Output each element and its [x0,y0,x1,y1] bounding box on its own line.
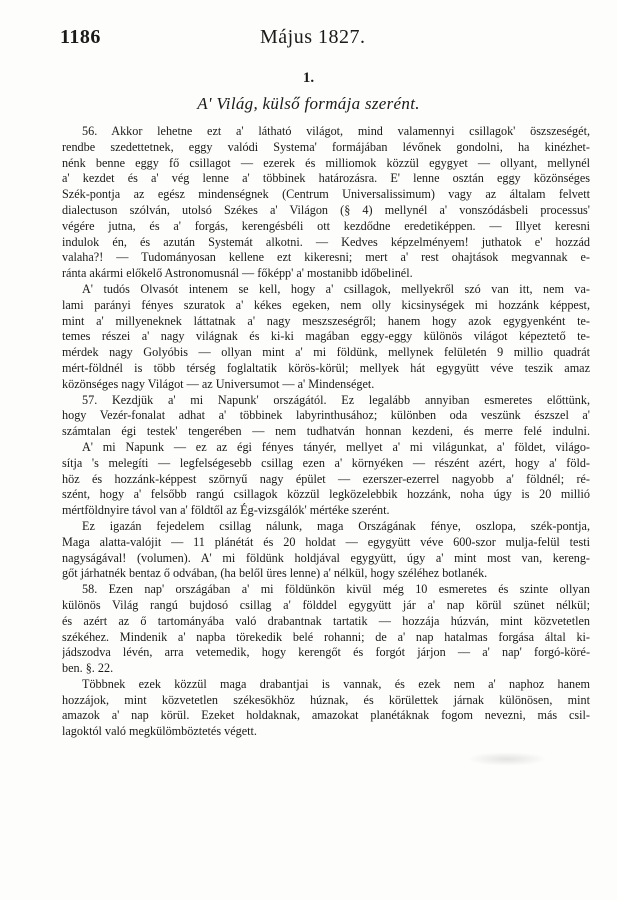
text-line: temes részei a' nagy világnak és ki-ki magában eggy-eggy különös világot képeztető te- [62,329,590,344]
body-text [62,124,590,740]
text-line: sítja 's melegíti — legfelségesebb csillag ezen a' környéken — részént azért, hogy a' föld- [62,455,590,470]
text-line: valaha?! — Tudományosan kellene ezt kikeresni; mert a' rest ohajtások megvannak e- [62,250,590,265]
text-line: a' kezdet és a' vég lenne a' többinek határozásra. E' lenne osztán eggy közönséges [62,171,590,186]
text-line: és azért az ő tartományába való drabantnak tartatik — hozzája húzván, mint közvetetlen [62,613,590,628]
page-header [60,26,580,56]
text-line: lami parányi fényes szuratok a' kékes egeken, nem olly kicsinységek mi hozzánk képpest, [62,297,590,312]
text-line: jádszodva lévén, arra vetemedik, hogy kerengőt és forgót járjon — a' nap' forgó-köré- [62,645,590,660]
text-line: Többnek ezek közzül maga drabantjai is vannak, és ezek nem a' naphoz hanem [82,676,590,691]
section-number: 1. [302,70,315,86]
text-line: számtalan égi testek' tengerében — nem tudhatván honnan kezdeni, és merre felé indulni. [62,424,590,439]
text-line: 58. Ezen nap' országában a' mi földünkön kivül még 10 esmeretes és szinte ollyan [82,582,590,597]
text-line: amazok a' nap körül. Ezeket holdaknak, amazokat planétáknak fogom nevezni, más csil- [62,708,590,723]
page-number: 1186 [60,26,101,48]
ink-smudge [467,752,547,766]
text-line: hogy Vezér-fonalat adhat a' többinek labyrinthusához; különben oda veszünk észszel a' [62,408,590,423]
text-line: végére jutna, és a' forgás, kerengésbéli ott kezdődne eredetiképpen. — Illyet keresni [62,218,590,233]
running-head: Május 1827. [260,26,366,48]
text-line: A' mi Napunk — ez az égi fényes tányér, mellyet a' mi világunkat, a' földet, világo- [82,439,590,454]
text-line: székéhez. Mindenik a' napba törekedik belé rohanni; de a' nap hatalmas forgása által ki- [62,629,590,644]
text-line: 57. Kezdjük a' mi Napunk' országától. Ez legalább annyiban esmeretes előttünk, [82,392,590,407]
text-line: ben. §. 22. [62,661,114,676]
text-line: Maga alatta-valójit — 11 plánétát és 20 holdat — egygyütt véve 600-szor mulja-felül testi [62,534,590,549]
text-line: A' tudós Olvasót intenem se kell, hogy a' csillagok, mellyekről szó van itt, nem va- [82,281,590,296]
text-line: Szék-pontja az egész mindenségnek (Centrum Universalissimum) vagy az általam felvett [62,187,590,202]
section-title: A' Világ, külső formája szerént. [197,94,420,113]
text-line: nagyságával! (volumen). A' mi földünk holdjával egygyütt, úgy a' mint most van, kereng- [62,550,590,565]
text-line: indulok én, és azután Systemát alkotni. — Kedves képzelményem! juthatok e' hozzád [62,234,590,249]
text-line: közönséges nagy Világot — az Universumot — a' Mindenséget. [62,376,375,391]
text-line: Ez igazán fejedelem csillag nálunk, maga Országának fénye, oszlopa, szék-pontja, [82,518,590,533]
text-line: höz és hozzánk-képpest szörnyű nagy épület — ezerszer-ezerrel nagyobb a' földnél; ré- [62,471,590,486]
text-line: dialectuson szólván, utolsó Székes a' Világon (§ 4) mellynél a' vonszódásbeli processus' [62,202,590,217]
text-line: mértföldnyire távol van a' földtől az Ég-vizsgálók' mértéke szerént. [62,503,390,518]
text-line: nénk benne eggy fő csillagot — ezerek és milliomok közzül egygyet — ollyant, mellynél [62,155,590,170]
text-line: lagoktól való megkülömböztetés végett. [62,724,257,739]
text-line: 56. Akkor lehetne ezt a' látható világot, mind valamennyi csillagok' öszszeségét, [82,124,590,138]
text-line: mint a' millyeneknek láttatnak a' nagy meszszeségről; hanem hogy azok egygyenként te- [62,313,590,328]
text-line: mért-földnél is több térség foglaltatik körös-körül; mellyek hát egygyütt véve teszik amaz [62,360,590,375]
text-line: szént, hogy a' felsőbb rangú csillagok közzül legközelebbik hozzánk, noha úgy is 20 millió [62,487,590,502]
text-line: mérdek nagy Golyóbis — ollyan mint a' mi földünk, mellynek felületén 9 millio quadrát [62,345,590,360]
text-line: ránta akármi előkelő Astronomusnál — főképp' a' mostanibb időbelinél. [62,266,413,281]
text-line: hozzájok, mint közvetetlen székesökhöz húznak, és körülettek járnak különösen, mint [62,692,590,707]
text-line: rendbe szedettetnek, eggy valódi Systema' formájában lévőnek gondolni, ha kinézhet- [62,139,590,154]
text-line: különös Világ rangú bujdosó csillag a' földdel egygyütt jár a' nap körül szünet nélkül; [62,597,590,612]
text-line: gőt járhatnék bentaz ő odvában, (ha belől üres lenne) a' nélkül, hogy széléhez botlanék. [62,566,488,581]
